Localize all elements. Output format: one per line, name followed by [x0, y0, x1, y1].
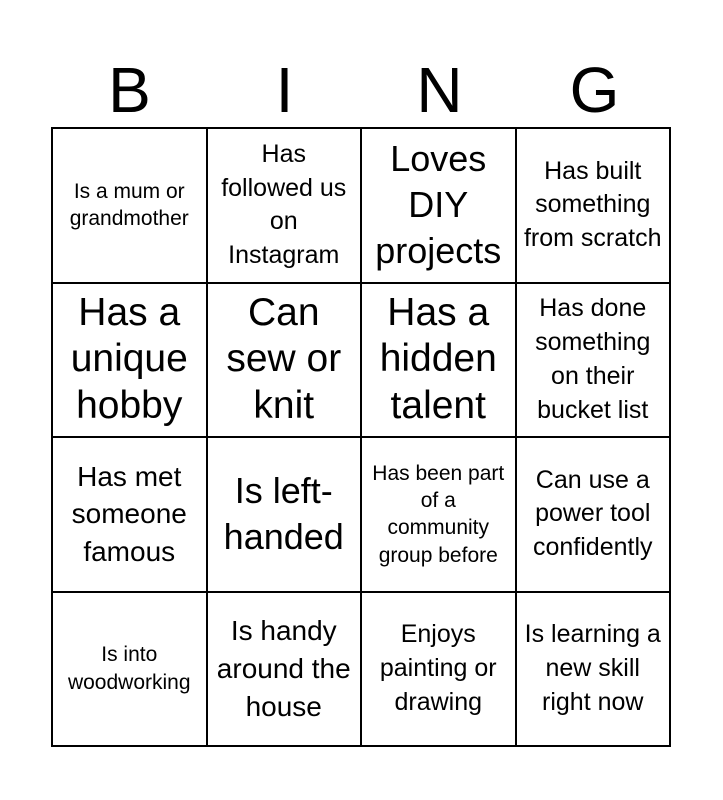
cell-text: Has a unique hobby — [70, 290, 188, 428]
bingo-cell[interactable] — [53, 438, 208, 593]
cell-text: Is a mum or grandmother — [69, 179, 189, 231]
cell-text: Has a hidden talent — [379, 290, 497, 428]
header-letter-i: I — [275, 54, 294, 126]
cell-text: Is handy around the house — [216, 615, 351, 722]
cell-text: Has met someone famous — [71, 460, 187, 568]
cell-text: Can use a power tool confidently — [532, 465, 653, 562]
cell-text: Has been part of a community group before — [372, 461, 505, 567]
cell-text: Loves DIY projects — [375, 138, 502, 272]
bingo-cell[interactable] — [362, 593, 517, 748]
bingo-cell[interactable] — [517, 284, 672, 439]
cell-text: Is learning a new skill right now — [524, 620, 661, 716]
bingo-cell[interactable] — [362, 438, 517, 593]
bingo-cell[interactable] — [53, 284, 208, 439]
bingo-cell[interactable] — [208, 284, 363, 439]
bingo-cell[interactable] — [208, 593, 363, 748]
bingo-cell[interactable] — [517, 438, 672, 593]
bingo-cell[interactable] — [208, 129, 363, 284]
cell-text: Has followed us on Instagram — [221, 139, 347, 269]
header-letter-n: N — [416, 54, 463, 126]
bingo-cell[interactable] — [53, 593, 208, 748]
bingo-grid — [51, 127, 671, 747]
bingo-header — [52, 52, 672, 128]
header-letter-b: B — [108, 54, 151, 126]
cell-text: Has done something on their bucket list — [535, 294, 651, 424]
cell-text: Can sew or knit — [226, 290, 342, 428]
bingo-cell[interactable] — [362, 284, 517, 439]
bingo-cell[interactable] — [208, 438, 363, 593]
header-letter-g: G — [569, 54, 620, 126]
cell-text: Enjoys painting or drawing — [379, 620, 497, 716]
bingo-cell[interactable] — [517, 129, 672, 284]
bingo-cell[interactable] — [53, 129, 208, 284]
cell-text: Has built something from scratch — [523, 156, 662, 253]
bingo-cell[interactable] — [362, 129, 517, 284]
bingo-cell[interactable] — [517, 593, 672, 748]
cell-text: Is into woodworking — [67, 643, 191, 694]
cell-text: Is left-handed — [223, 470, 344, 558]
